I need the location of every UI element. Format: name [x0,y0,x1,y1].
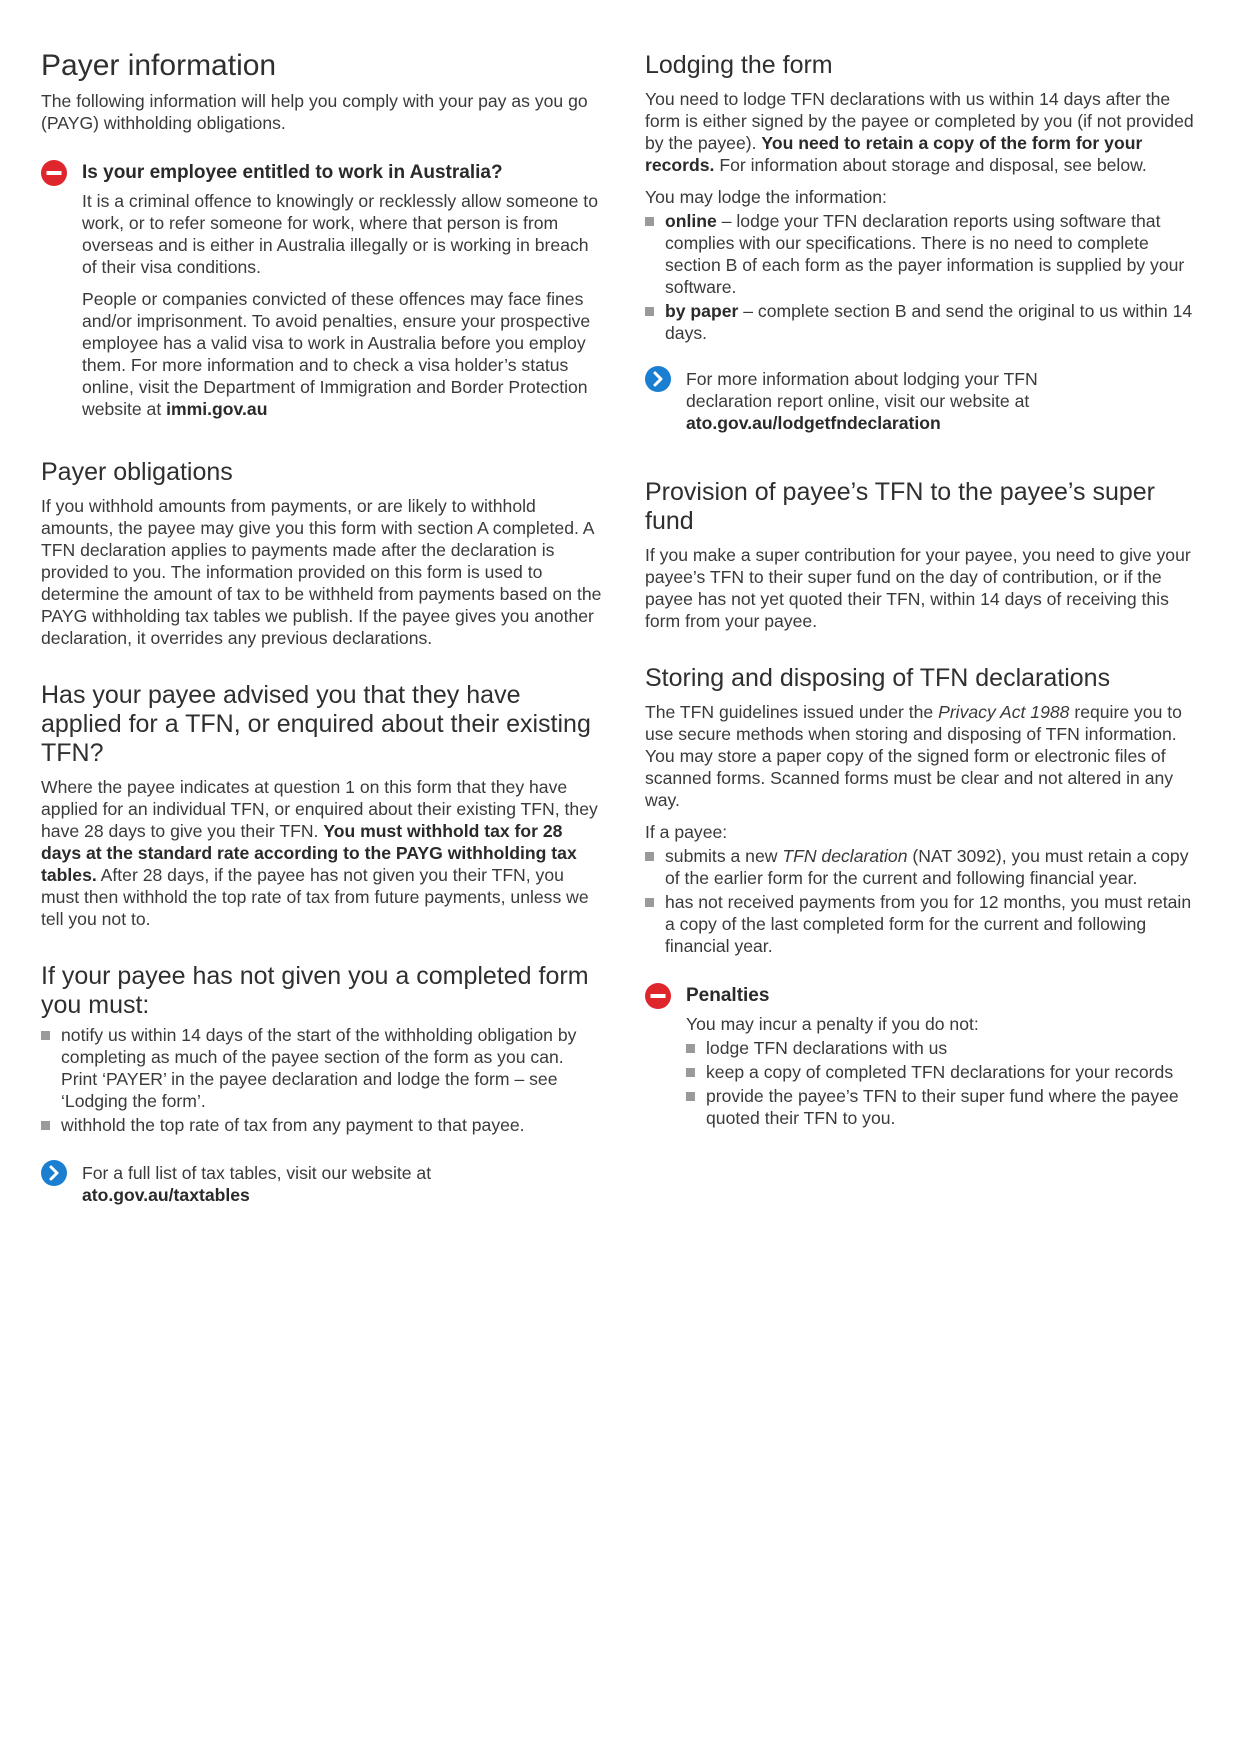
lodge-online-text-wrap [686,366,1066,434]
storing-text-italic: Privacy Act 1988 [938,702,1070,722]
applied-heading: Has your payee advised you that they have applied for a TFN, or enquired about their existing TFN? [41,681,591,767]
square-bullet-icon [645,898,654,907]
list-item-text-post: (NAT 3092), you must retain a copy of the earlier form for the current and following financial year. [665,846,1189,888]
tax-tables-text: For a full list of tax tables, visit our website at [82,1163,432,1183]
list-item [41,1024,603,1112]
list-item-text: lodge TFN declarations with us [706,1038,948,1058]
lodge-online-callout [645,366,1205,434]
lodgetfndeclaration-link[interactable]: ato.gov.au/lodgetfndeclaration [686,413,941,433]
entitled-heading: Is your employee entitled to work in Australia? [82,162,503,183]
immi-link[interactable]: immi.gov.au [166,399,268,419]
if-payee-text: If a payee: [645,822,728,842]
list-item-text-italic: TFN declaration [782,846,908,866]
list-item [645,300,1205,344]
tax-tables-text-wrap [82,1160,431,1206]
right-column [645,48,1205,1131]
applied-text-bold: You must withhold tax for 28 days at the standard rate according to the PAYG withholding tax tables. [41,821,577,885]
square-bullet-icon [41,1121,50,1130]
payer-obligations-heading: Payer obligations [41,458,233,486]
list-item-text: notify us within 14 days of the start of the withholding obligation by completing as much of the payee section of the form as you can. Print ‘PAYER’ in the payee declaration and lodge the form – see ‘Lodging the form’. [61,1025,577,1111]
list-item-bold: by paper [665,301,739,321]
no-entry-icon [41,160,67,186]
not-given-list [41,1024,603,1136]
provision-heading: Provision of payee’s TFN to the payee’s super fund [645,478,1156,535]
storing-list [645,845,1205,957]
square-bullet-icon [686,1068,695,1077]
applied-text-1: Where the payee indicates at question 1 on this form that they have applied for an individual TFN, or enquired about their existing TFN, they have 28 days to give you their TFN. [41,777,598,841]
storing-text [645,701,1205,811]
applied-text-2: After 28 days, if the payee has not given you their TFN, you must then withhold the top rate of tax from future payments, unless we tell you not to. [41,865,589,929]
provision-text: If you make a super contribution for your payee, you need to give your payee’s TFN to their super fund on the day of contribution, or if the payee has not yet quoted their TFN, within 14 days of receiving this form from your payee. [645,545,1191,631]
list-item [686,1037,1205,1059]
list-item-text-pre: submits a new [665,846,783,866]
list-item-text: provide the payee’s TFN to their super fund where the payee quoted their TFN to you. [706,1086,1179,1128]
penalties-list [686,1037,1205,1129]
square-bullet-icon [645,217,654,226]
tax-tables-link[interactable]: ato.gov.au/taxtables [82,1185,250,1205]
list-item [686,1085,1205,1129]
penalties-body [645,1013,1205,1129]
list-item-text: has not received payments from you for 12 months, you must retain a copy of the last completed form for the current and following financial year. [665,892,1192,956]
square-bullet-icon [41,1031,50,1040]
entitled-callout [41,160,603,186]
list-item [645,210,1205,298]
payer-obligations-text: If you withhold amounts from payments, or are likely to withhold amounts, the payee may give you this form with section A completed. A TFN declaration applies to payments made after the declaration is provided to you. The information provided on this form is used to determine the amount of tax to be withheld from payments based on the PAYG withholding tax tables we publish. If the payee gives you another declaration, it overrides any previous declarations. [41,496,602,648]
tax-tables-callout [41,1160,603,1206]
left-column [41,48,603,1206]
penalties-heading: Penalties [686,985,770,1006]
lodging-text [645,88,1205,176]
lodging-heading: Lodging the form [645,51,833,79]
chevron-right-circle-icon [41,1160,67,1186]
square-bullet-icon [686,1044,695,1053]
list-item-bold: online [665,211,717,231]
penalties-intro: You may incur a penalty if you do not: [686,1014,979,1034]
payer-information-heading: Payer information [41,49,277,82]
chevron-right-circle-icon [645,366,671,392]
no-entry-icon [645,983,671,1009]
list-item-text: – complete section B and send the original to us within 14 days. [665,301,1193,343]
lodging-text-bold: You need to retain a copy of the form for your records. [645,133,1143,175]
square-bullet-icon [645,307,654,316]
lodge-online-text: For more information about lodging your TFN declaration report online, visit our website at [686,369,1038,411]
entitled-paragraph-2 [82,288,603,420]
may-lodge-text: You may lodge the information: [645,187,887,207]
list-item [686,1061,1205,1083]
not-given-heading: If your payee has not given you a completed form you must: [41,962,589,1019]
list-item-text: – lodge your TFN declaration reports using software that complies with our specifications. There is no need to complete section B of each form as the payer information is supplied by your software. [665,211,1185,297]
storing-text-pre: The TFN guidelines issued under the [645,702,939,722]
storing-text-post: require you to use secure methods when storing and disposing of TFN information. You may store a paper copy of the signed form or electronic files of scanned forms. Scanned forms must be clear and not altered in any way. [645,702,1182,810]
penalties-callout [645,983,1205,1009]
payer-information-intro: The following information will help you comply with your pay as you go (PAYG) withholding obligations. [41,91,588,133]
square-bullet-icon [645,852,654,861]
lodging-text-2: For information about storage and disposal, see below. [719,155,1147,175]
list-item [41,1114,603,1136]
lodging-list [645,210,1205,344]
entitled-paragraph-2-text: People or companies convicted of these offences may face fines and/or imprisonment. To avoid penalties, ensure your prospective employee has a valid visa to work in Australia before you employ them. For more information and to check a visa holder’s status online, visit the Department of Immigration and Border Protection website at [82,289,591,419]
lodging-text-1: You need to lodge TFN declarations with us within 14 days after the form is either signed by the payee or completed by you (if not provided by the payee). [645,89,1194,153]
list-item-text: keep a copy of completed TFN declarations for your records [706,1062,1174,1082]
list-item [645,845,1205,889]
entitled-paragraph-1: It is a criminal offence to knowingly or recklessly allow someone to work, or to refer someone for work, where that person is from overseas and is either in Australia illegally or is working in breach of their visa conditions. [82,191,598,277]
list-item [645,891,1205,957]
applied-text [41,776,603,930]
storing-heading: Storing and disposing of TFN declarations [645,664,1111,692]
list-item-text: withhold the top rate of tax from any payment to that payee. [61,1115,525,1135]
entitled-body [41,190,603,420]
square-bullet-icon [686,1092,695,1101]
